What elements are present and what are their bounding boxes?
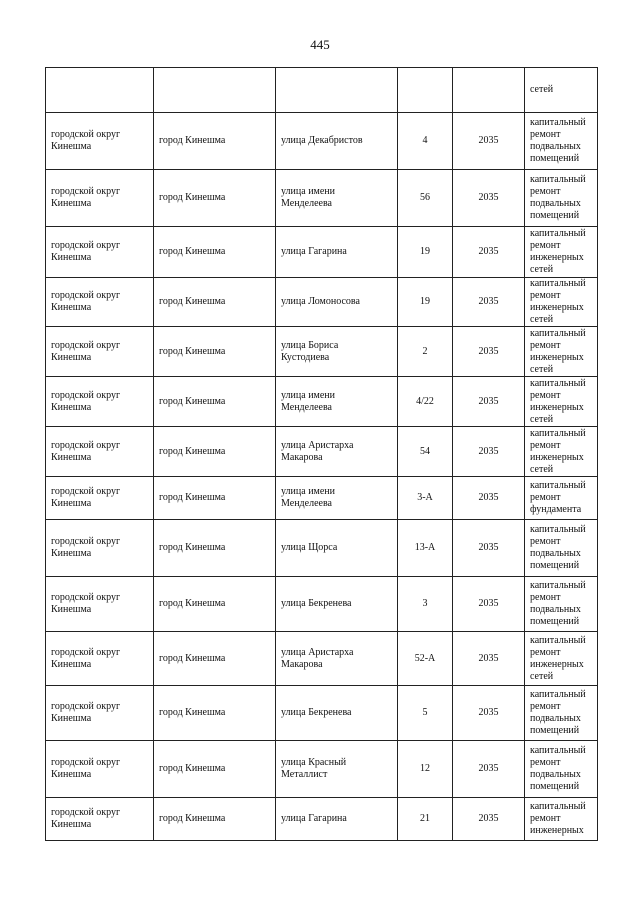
- year-cell: 2035: [453, 327, 525, 377]
- street-cell: улица Аристарха Макарова: [276, 427, 398, 477]
- year-cell: 2035: [453, 632, 525, 686]
- street-cell: улица Красный Металлист: [276, 741, 398, 798]
- city-cell: город Кинешма: [154, 278, 276, 327]
- work-type-cell: капитальный ремонт инженерных сетей: [525, 227, 598, 278]
- municipality-cell: городской округ Кинешма: [46, 227, 154, 278]
- city-cell: город Кинешма: [154, 327, 276, 377]
- municipality-cell: городской округ Кинешма: [46, 632, 154, 686]
- street-cell: улица Гагарина: [276, 798, 398, 841]
- continuation-row: [46, 68, 598, 113]
- work-type-cell: капитальный ремонт инженерных сетей: [525, 632, 598, 686]
- year-cell: 2035: [453, 686, 525, 741]
- city-cell: город Кинешма: [154, 632, 276, 686]
- table-row: [46, 327, 598, 377]
- house-cell: [398, 68, 453, 113]
- house-cell: 19: [398, 227, 453, 278]
- street-cell: улица Бекренева: [276, 577, 398, 632]
- house-cell: 2: [398, 327, 453, 377]
- city-cell: город Кинешма: [154, 520, 276, 577]
- city-cell: город Кинешма: [154, 798, 276, 841]
- municipality-cell: городской округ Кинешма: [46, 327, 154, 377]
- city-cell: город Кинешма: [154, 741, 276, 798]
- house-cell: 52-А: [398, 632, 453, 686]
- municipality-cell: городской округ Кинешма: [46, 427, 154, 477]
- municipality-cell: городской округ Кинешма: [46, 477, 154, 520]
- year-cell: 2035: [453, 798, 525, 841]
- work-type-cell: капитальный ремонт подвальных помещений: [525, 577, 598, 632]
- municipality-cell: [46, 68, 154, 113]
- table-row: [46, 377, 598, 427]
- table-row: [46, 577, 598, 632]
- work-type-cell: сетей: [525, 68, 598, 113]
- street-cell: улица имени Менделеева: [276, 170, 398, 227]
- house-cell: 4: [398, 113, 453, 170]
- house-cell: 12: [398, 741, 453, 798]
- street-cell: [276, 68, 398, 113]
- city-cell: город Кинешма: [154, 427, 276, 477]
- program-table: [45, 67, 598, 841]
- year-cell: 2035: [453, 170, 525, 227]
- year-cell: 2035: [453, 278, 525, 327]
- table-row: [46, 427, 598, 477]
- city-cell: город Кинешма: [154, 113, 276, 170]
- city-cell: город Кинешма: [154, 686, 276, 741]
- house-cell: 3: [398, 577, 453, 632]
- city-cell: [154, 68, 276, 113]
- year-cell: 2035: [453, 520, 525, 577]
- table-row: [46, 227, 598, 278]
- work-type-cell: капитальный ремонт подвальных помещений: [525, 686, 598, 741]
- municipality-cell: городской округ Кинешма: [46, 520, 154, 577]
- work-type-cell: капитальный ремонт инженерных сетей: [525, 427, 598, 477]
- work-type-cell: капитальный ремонт инженерных сетей: [525, 377, 598, 427]
- house-cell: 5: [398, 686, 453, 741]
- city-cell: город Кинешма: [154, 477, 276, 520]
- year-cell: 2035: [453, 427, 525, 477]
- table-row: [46, 520, 598, 577]
- work-type-cell: капитальный ремонт подвальных помещений: [525, 170, 598, 227]
- street-cell: улица Ломоносова: [276, 278, 398, 327]
- municipality-cell: городской округ Кинешма: [46, 377, 154, 427]
- year-cell: 2035: [453, 741, 525, 798]
- house-cell: 13-А: [398, 520, 453, 577]
- municipality-cell: городской округ Кинешма: [46, 741, 154, 798]
- municipality-cell: городской округ Кинешма: [46, 170, 154, 227]
- table-row: [46, 741, 598, 798]
- table-row: [46, 632, 598, 686]
- street-cell: улица Гагарина: [276, 227, 398, 278]
- work-type-cell: капитальный ремонт инженерных сетей: [525, 327, 598, 377]
- city-cell: город Кинешма: [154, 577, 276, 632]
- year-cell: 2035: [453, 377, 525, 427]
- street-cell: улица Бориса Кустодиева: [276, 327, 398, 377]
- house-cell: 54: [398, 427, 453, 477]
- street-cell: улица Аристарха Макарова: [276, 632, 398, 686]
- house-cell: 19: [398, 278, 453, 327]
- page-number: 445: [310, 37, 330, 52]
- work-type-cell: капитальный ремонт фундамента: [525, 477, 598, 520]
- municipality-cell: городской округ Кинешма: [46, 577, 154, 632]
- city-cell: город Кинешма: [154, 377, 276, 427]
- table-row: [46, 170, 598, 227]
- year-cell: [453, 68, 525, 113]
- work-type-cell: капитальный ремонт подвальных помещений: [525, 741, 598, 798]
- year-cell: 2035: [453, 477, 525, 520]
- year-cell: 2035: [453, 577, 525, 632]
- work-type-cell: капитальный ремонт инженерных сетей: [525, 278, 598, 327]
- table-row: [46, 113, 598, 170]
- municipality-cell: городской округ Кинешма: [46, 686, 154, 741]
- table-row: [46, 798, 598, 841]
- municipality-cell: городской округ Кинешма: [46, 798, 154, 841]
- work-type-cell: капитальный ремонт подвальных помещений: [525, 520, 598, 577]
- year-cell: 2035: [453, 113, 525, 170]
- table-row: [46, 477, 598, 520]
- house-cell: 4/22: [398, 377, 453, 427]
- municipality-cell: городской округ Кинешма: [46, 113, 154, 170]
- municipality-cell: городской округ Кинешма: [46, 278, 154, 327]
- city-cell: город Кинешма: [154, 227, 276, 278]
- table-row: [46, 278, 598, 327]
- street-cell: улица Декабристов: [276, 113, 398, 170]
- table-row: [46, 686, 598, 741]
- work-type-cell: капитальный ремонт подвальных помещений: [525, 113, 598, 170]
- year-cell: 2035: [453, 227, 525, 278]
- street-cell: улица имени Менделеева: [276, 477, 398, 520]
- street-cell: улица имени Менделеева: [276, 377, 398, 427]
- table-body: [46, 68, 598, 841]
- street-cell: улица Щорса: [276, 520, 398, 577]
- house-cell: 56: [398, 170, 453, 227]
- street-cell: улица Бекренева: [276, 686, 398, 741]
- house-cell: 3-А: [398, 477, 453, 520]
- house-cell: 21: [398, 798, 453, 841]
- work-type-cell: капитальный ремонт инженерных: [525, 798, 598, 841]
- city-cell: город Кинешма: [154, 170, 276, 227]
